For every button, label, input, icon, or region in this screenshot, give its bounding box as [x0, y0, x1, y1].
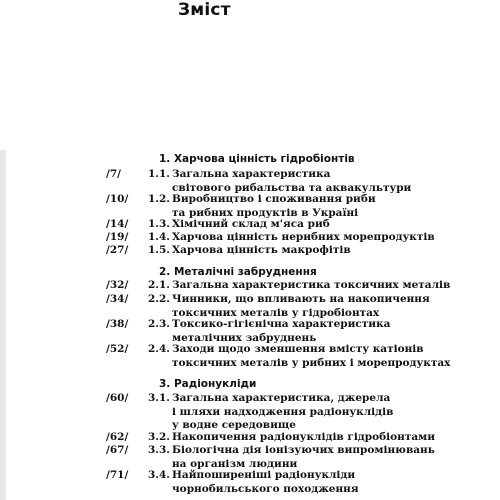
entry-number: 2.4. — [148, 343, 170, 355]
page-reference: /34/ — [106, 293, 129, 305]
entry-number: 1.2. — [148, 193, 170, 205]
entry-number: 1.3. — [148, 218, 170, 230]
entry-title: Чинники, що впливають на накопичення токсичних металів у гідробіонтах — [172, 293, 430, 319]
section-heading-2: 2. Металічні забруднення — [159, 266, 317, 278]
page-reference: /27/ — [106, 244, 129, 256]
entry-title: Загальна характеристика, джерела і шляхи надходження радіонуклідів у водне середовище — [172, 392, 394, 431]
page-reference: /14/ — [106, 218, 129, 230]
entry-title: Заходи щодо зменшення вмісту катіонів токсичних металів у рибних і морепродуктах — [172, 343, 451, 369]
entry-number: 3.2. — [148, 431, 170, 443]
entry-title: Загальна характеристика токсичних металів — [172, 279, 451, 291]
entry-number: 3.1. — [148, 392, 170, 404]
entry-number: 3.3. — [148, 444, 170, 456]
page-title: Зміст — [178, 0, 231, 20]
page-reference: /52/ — [106, 343, 129, 355]
entry-title: Харчова цінність нерибних морепродуктів — [172, 231, 435, 243]
page-reference: /67/ — [106, 444, 129, 456]
entry-title: Харчова цінність макрофітів — [172, 244, 351, 256]
section-heading-1: 1. Харчова цінність гідробіонтів — [159, 153, 355, 165]
page-reference: /62/ — [106, 431, 129, 443]
entry-number: 2.3. — [148, 318, 170, 330]
section-heading-3: 3. Радіонукліди — [159, 378, 257, 390]
entry-title: Накопичення радіонуклідів гідробіонтами — [172, 431, 436, 443]
page-reference: /71/ — [106, 469, 129, 481]
page-reference: /60/ — [106, 392, 129, 404]
entry-title: Виробництво і споживання риби та рибних продуктів в Україні — [172, 193, 376, 219]
page-reference: /32/ — [106, 279, 129, 291]
entry-number: 1.4. — [148, 231, 170, 243]
entry-title: Токсико-гігієнічна характеристика металічних забруднень — [172, 318, 391, 344]
entry-title: Хімічний склад м'яса риб — [172, 218, 330, 230]
entry-number: 3.4. — [148, 469, 170, 481]
page-reference: /7/ — [106, 168, 121, 180]
entry-title: Загальна характеристика світового рибальства та аквакультури — [172, 168, 412, 194]
entry-title: Біологічна дія іонізуючих випромінювань на організм людини — [172, 444, 435, 470]
page-edge-shadow — [0, 150, 6, 500]
page-reference: /19/ — [106, 231, 129, 243]
entry-number: 2.2. — [148, 293, 170, 305]
entry-number: 2.1. — [148, 279, 170, 291]
entry-title: Найпоширеніші радіонукліди чорнобильського походження — [172, 469, 359, 495]
entry-number: 1.5. — [148, 244, 170, 256]
page-reference: /38/ — [106, 318, 129, 330]
entry-number: 1.1. — [148, 168, 170, 180]
page-reference: /10/ — [106, 193, 129, 205]
